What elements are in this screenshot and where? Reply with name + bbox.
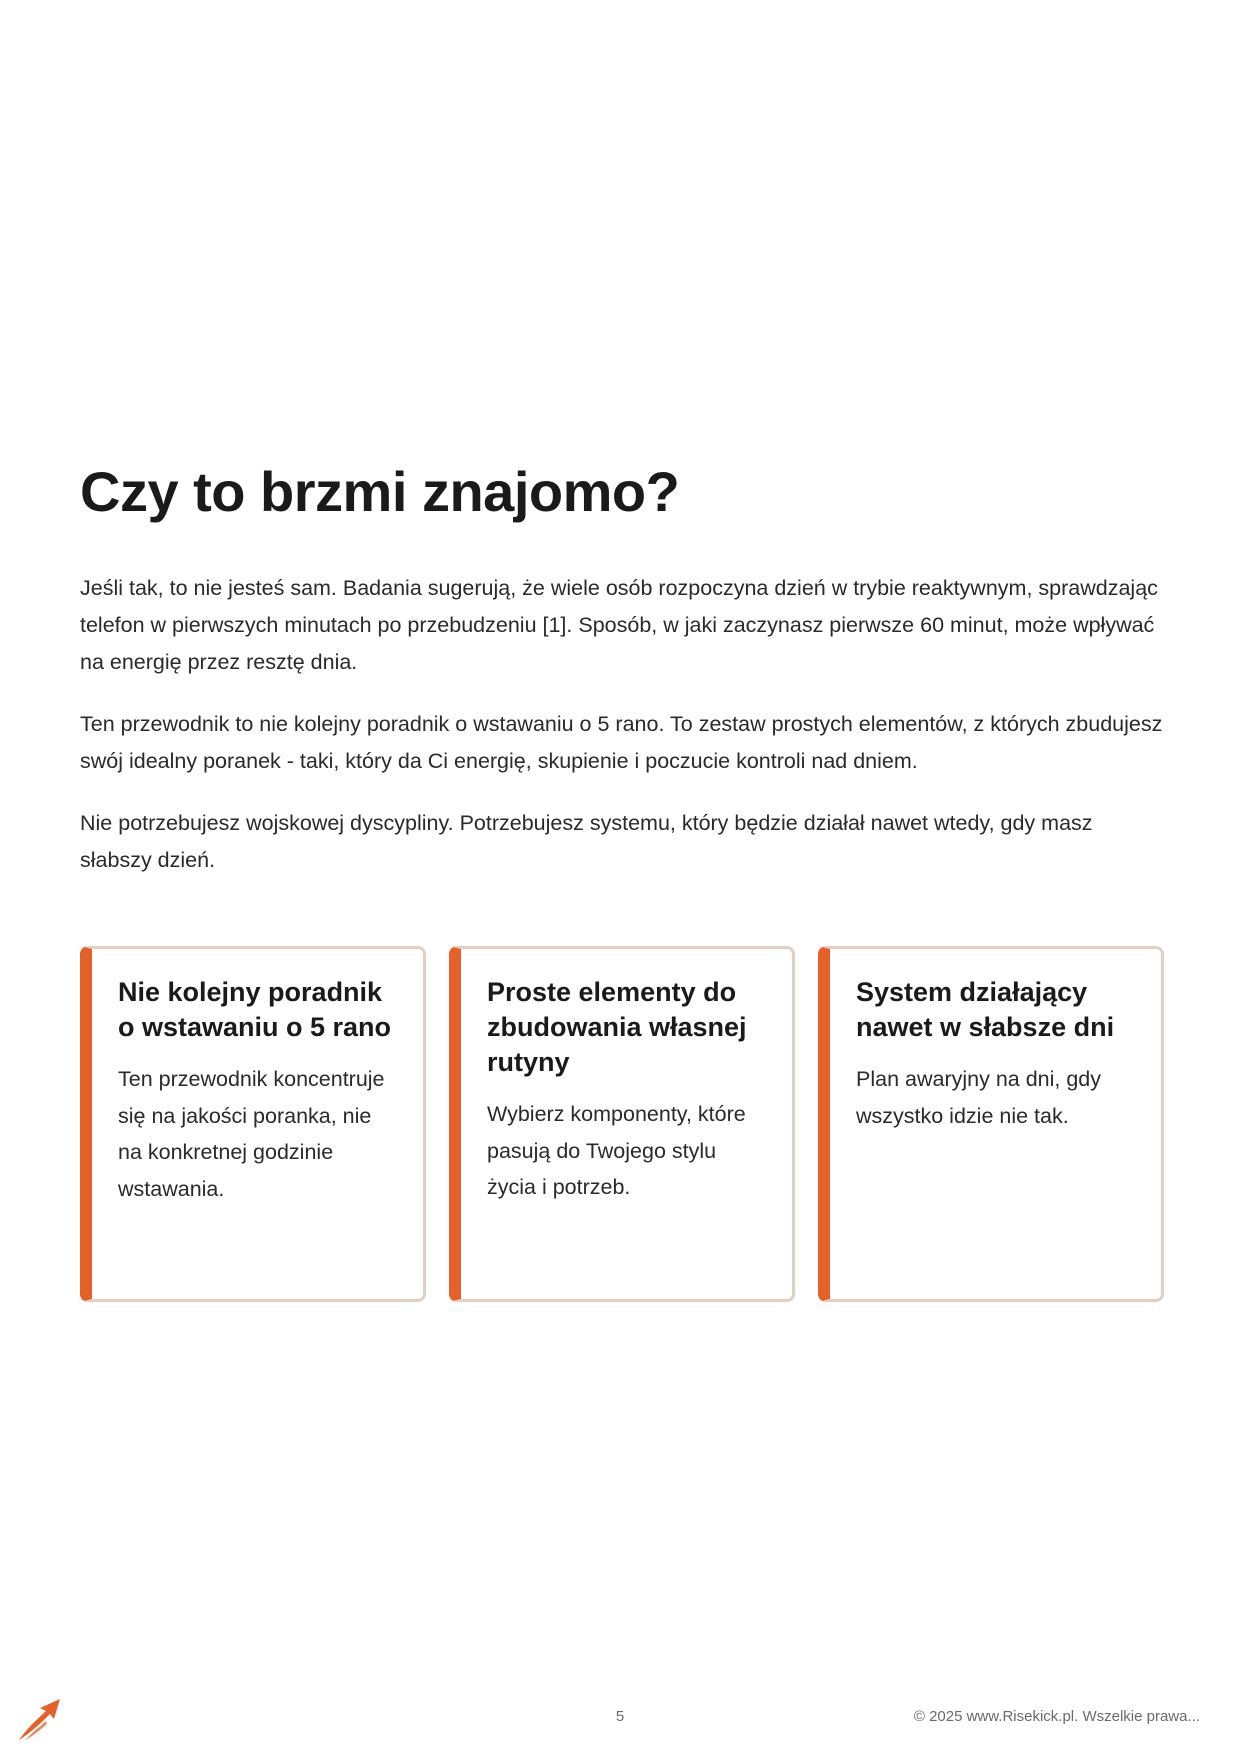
feature-card-weak-days-system xyxy=(818,946,1164,1302)
system-paragraph: Nie potrzebujesz wojskowej dyscypliny. Potrzebujesz systemu, który będzie działał nawet wtedy, gdy masz słabszy dzień. xyxy=(80,811,1093,872)
card-title: System działający nawet w słabsze dni xyxy=(856,977,1115,1042)
page-title: Czy to brzmi znajomo? xyxy=(80,460,680,523)
main-content xyxy=(80,458,1164,879)
card-text: Ten przewodnik koncentruje się na jakości poranka, nie na konkretnej godzinie wstawania. xyxy=(118,1067,385,1201)
guide-paragraph: Ten przewodnik to nie kolejny poradnik o wstawaniu o 5 rano. To zestaw prostych elementów, z których zbudujesz swój idealny poranek - taki, który da Ci energię, skupienie i poczucie kontroli nad dniem. xyxy=(80,712,1163,773)
copyright-text: © 2025 www.Risekick.pl. Wszelkie prawa... xyxy=(913,1708,1200,1725)
card-title: Proste elementy do zbudowania własnej rutyny xyxy=(487,977,747,1077)
card-title: Nie kolejny poradnik o wstawaniu o 5 rano xyxy=(118,977,392,1042)
arrow-up-right-icon xyxy=(16,1696,62,1742)
card-text: Wybierz komponenty, które pasują do Twojego stylu życia i potrzeb. xyxy=(487,1102,746,1199)
feature-card-simple-elements xyxy=(449,946,795,1302)
intro-paragraph: Jeśli tak, to nie jesteś sam. Badania sugerują, że wiele osób rozpoczyna dzień w trybie reaktywnym, sprawdzając telefon w pierwszych minutach po przebudzeniu [1]. Sposób, w jaki zaczynasz pierwsze 60 minut, może wpływać na energię przez resztę dnia. xyxy=(80,576,1158,674)
feature-card-not-another-guide xyxy=(80,946,426,1302)
card-text: Plan awaryjny na dni, gdy wszystko idzie nie tak. xyxy=(856,1067,1102,1128)
feature-cards xyxy=(80,946,1164,1302)
page-number: 5 xyxy=(615,1708,625,1725)
